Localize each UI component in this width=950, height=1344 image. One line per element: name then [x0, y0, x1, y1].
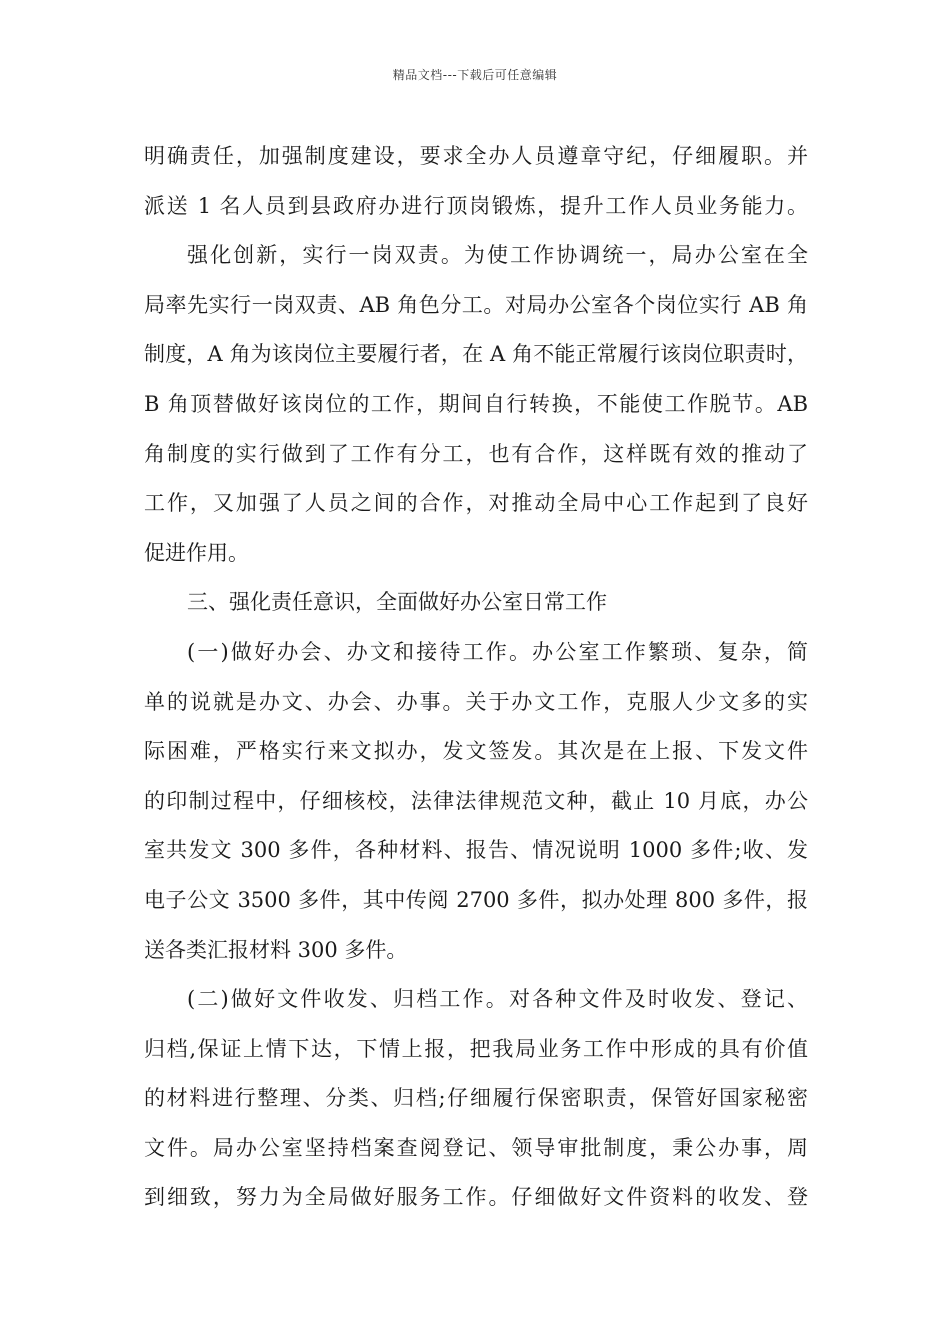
text-line: 三、强化责任意识，全面做好办公室日常工作 — [187, 590, 607, 615]
text-line: 的印制过程中，仔细核校，法律法律规范文种，截止 10 月底，办公 — [144, 788, 808, 813]
page-header: 精品文档---下载后可任意编辑 — [392, 68, 558, 82]
text-line: (二)做好文件收发、归档工作。对各种文件及时收发、登记、 — [187, 987, 808, 1012]
text-line: 局率先实行一岗双责、AB 角色分工。对局办公室各个岗位实行 AB 角 — [144, 292, 808, 317]
text-line: B 角顶替做好该岗位的工作，期间自行转换，不能使工作脱节。AB — [144, 391, 808, 416]
text-line: 送各类汇报材料 300 多件。 — [144, 937, 408, 962]
text-line: 归档,保证上情下达，下情上报，把我局业务工作中形成的具有价值 — [144, 1036, 808, 1061]
text-line: 促进作用。 — [144, 540, 249, 565]
text-line: 角制度的实行做到了工作有分工，也有合作，这样既有效的推动了 — [144, 441, 808, 466]
text-line: 强化创新，实行一岗双责。为使工作协调统一，局办公室在全 — [187, 243, 808, 268]
text-line: 工作，又加强了人员之间的合作，对推动全局中心工作起到了良好 — [144, 491, 808, 516]
text-line: 派送 1 名人员到县政府办进行顶岗锻炼，提升工作人员业务能力。 — [144, 193, 808, 218]
document-body — [144, 132, 808, 1223]
text-line: (一)做好办会、办文和接待工作。办公室工作繁琐、复杂，简 — [187, 639, 808, 664]
text-line: 制度，A 角为该岗位主要履行者，在 A 角不能正常履行该岗位职责时， — [144, 342, 808, 367]
text-line: 单的说就是办文、办会、办事。关于办文工作，克服人少文多的实 — [144, 689, 808, 714]
text-line: 电子公文 3500 多件，其中传阅 2700 多件，拟办处理 800 多件，报 — [144, 887, 808, 912]
text-line: 室共发文 300 多件，各种材料、报告、情况说明 1000 多件;收、发 — [144, 838, 808, 863]
text-line: 明确责任，加强制度建设，要求全办人员遵章守纪，仔细履职。并 — [144, 144, 808, 168]
text-line: 到细致，努力为全局做好服务工作。仔细做好文件资料的收发、登 — [144, 1185, 808, 1210]
text-line: 际困难，严格实行来文拟办，发文签发。其次是在上报、下发文件 — [144, 739, 808, 764]
text-line: 的材料进行整理、分类、归档;仔细履行保密职责，保管好国家秘密 — [144, 1086, 808, 1111]
text-line: 文件。局办公室坚持档案查阅登记、领导审批制度，秉公办事，周 — [144, 1135, 808, 1160]
